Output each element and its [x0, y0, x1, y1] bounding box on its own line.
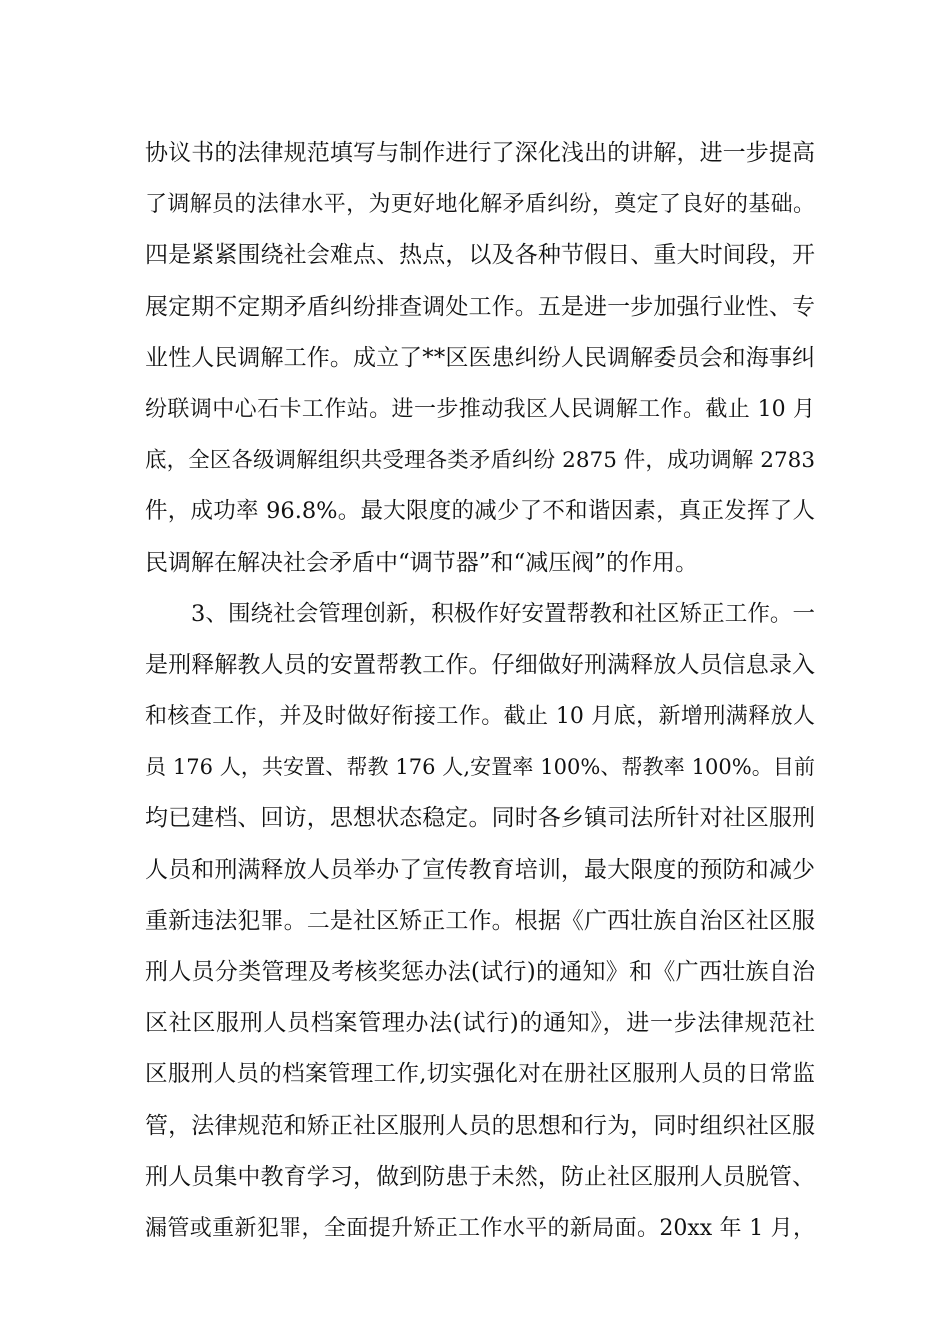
text-line: 是刑释解教人员的安置帮教工作。仔细做好刑满释放人员信息录入 [145, 651, 815, 678]
text-line: 纷联调中心石卡工作站。进一步推动我区人民调解工作。截止 10 月 [145, 396, 815, 422]
text-line: 和核查工作，并及时做好衔接工作。截止 10 月底，新增刑满释放人 [145, 704, 815, 730]
text-line: 业性人民调解工作。成立了**区医患纠纷人民调解委员会和海事纠 [145, 344, 815, 371]
text-line: 均已建档、回访，思想状态稳定。同时各乡镇司法所针对社区服刑 [145, 805, 815, 832]
document-body [145, 128, 815, 1254]
text-line: 展定期不定期矛盾纠纷排查调处工作。五是进一步加强行业性、专 [145, 293, 815, 320]
text-line: 重新违法犯罪。二是社区矫正工作。根据《广西壮族自治区社区服 [145, 907, 815, 934]
text-line: 员 176 人，共安置、帮教 176 人,安置率 100%、帮教率 100%。目前 [145, 755, 815, 780]
text-line: 3、围绕社会管理创新，积极作好安置帮教和社区矫正工作。一 [191, 600, 815, 627]
text-line: 协议书的法律规范填写与制作进行了深化浅出的讲解，进一步提高 [145, 140, 815, 166]
text-line: 管，法律规范和矫正社区服刑人员的思想和行为，同时组织社区服 [145, 1112, 815, 1139]
text-line: 漏管或重新犯罪，全面提升矫正工作水平的新局面。20xx 年 1 月， [145, 1215, 815, 1241]
text-line: 了调解员的法律水平，为更好地化解矛盾纠纷，奠定了良好的基础。 [145, 192, 815, 218]
text-line: 底，全区各级调解组织共受理各类矛盾纠纷 2875 件，成功调解 2783 [145, 448, 815, 474]
text-line: 刑人员集中教育学习，做到防患于未然，防止社区服刑人员脱管、 [145, 1163, 815, 1190]
text-line: 四是紧紧围绕社会难点、热点，以及各种节假日、重大时间段，开 [145, 242, 815, 269]
text-line: 刑人员分类管理及考核奖惩办法(试行)的通知》和《广西壮族自治 [145, 959, 815, 985]
text-line: 件，成功率 96.8%。最大限度的减少了不和谐因素，真正发挥了人 [145, 498, 815, 525]
text-line: 民调解在解决社会矛盾中“调节器”和“减压阀”的作用。 [145, 549, 699, 576]
text-line: 区社区服刑人员档案管理办法(试行)的通知》，进一步法律规范社 [145, 1010, 815, 1037]
text-line: 人员和刑满释放人员举办了宣传教育培训，最大限度的预防和减少 [145, 856, 815, 883]
text-line: 区服刑人员的档案管理工作,切实强化对在册社区服刑人员的日常监 [145, 1061, 815, 1088]
